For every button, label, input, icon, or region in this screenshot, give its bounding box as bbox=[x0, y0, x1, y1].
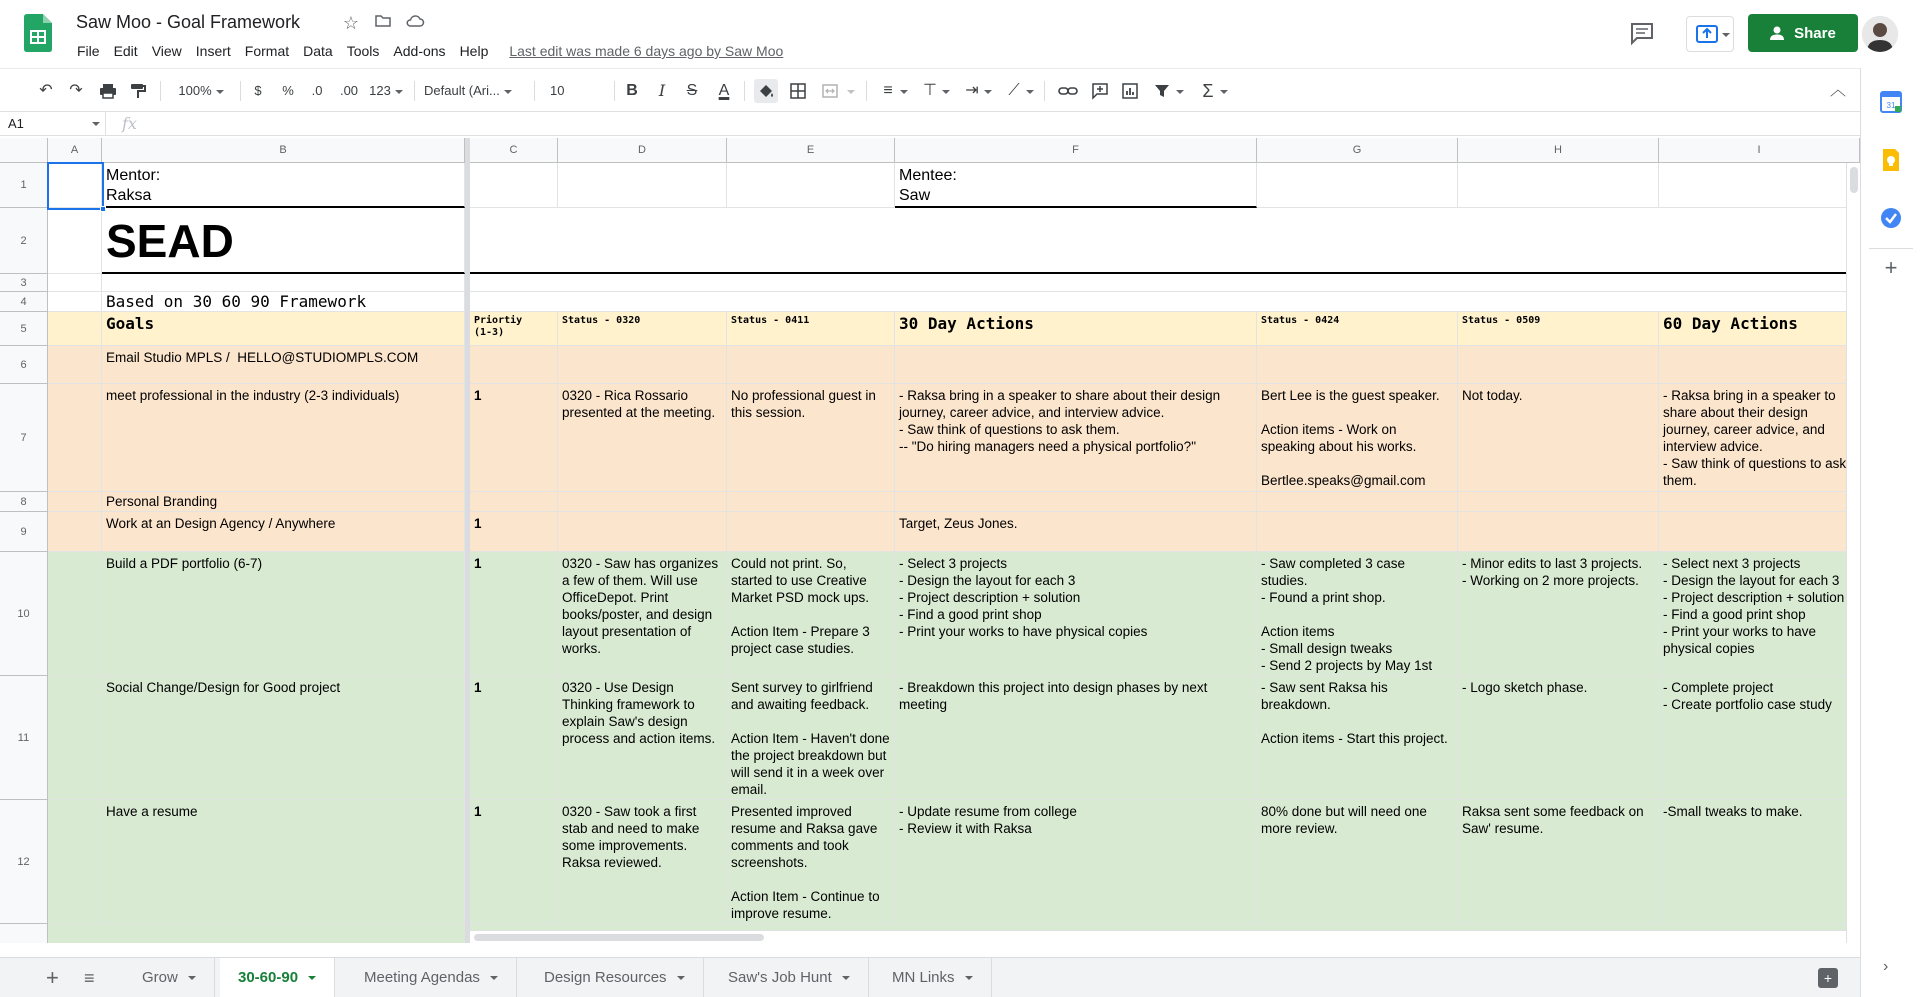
cell-e7[interactable]: No professional guest in this session. bbox=[727, 384, 895, 492]
cell-e8[interactable] bbox=[727, 492, 895, 512]
menu-file[interactable]: File bbox=[77, 43, 100, 59]
explore-icon[interactable]: + bbox=[1818, 968, 1838, 988]
filter-caret[interactable] bbox=[1174, 79, 1186, 103]
row-header-13[interactable] bbox=[0, 924, 48, 943]
cell-h11[interactable]: - Logo sketch phase. bbox=[1458, 676, 1659, 800]
cell-b12[interactable]: Have a resume bbox=[102, 800, 465, 924]
menu-data[interactable]: Data bbox=[303, 43, 333, 59]
column-header-d[interactable]: D bbox=[558, 138, 727, 163]
paint-format-icon[interactable] bbox=[126, 79, 150, 103]
cell-a11[interactable] bbox=[48, 676, 102, 800]
cell-e1[interactable] bbox=[727, 163, 895, 208]
cell-h12[interactable]: Raksa sent some feedback on Saw' resume. bbox=[1458, 800, 1659, 924]
cell-a6[interactable] bbox=[48, 346, 102, 384]
share-button[interactable] bbox=[1748, 14, 1858, 52]
cell-e5[interactable]: Status - 0411 bbox=[727, 312, 895, 346]
column-header-a[interactable]: A bbox=[48, 138, 102, 163]
cell-i11[interactable]: - Complete project - Create portfolio case study bbox=[1659, 676, 1860, 800]
row-header-1[interactable]: 1 bbox=[0, 163, 48, 208]
present-icon bbox=[1687, 17, 1735, 53]
cell-g11[interactable]: - Saw sent Raksa his breakdown. Action items - Start this project. bbox=[1257, 676, 1458, 800]
tasks-icon[interactable] bbox=[1877, 204, 1905, 232]
fill-handle[interactable] bbox=[100, 206, 106, 212]
fx-icon: fx bbox=[122, 114, 137, 133]
last-edit-link[interactable]: Last edit was made 6 days ago by Saw Moo bbox=[509, 43, 784, 59]
cell-b3[interactable] bbox=[102, 274, 465, 292]
cell-f7[interactable]: - Raksa bring in a speaker to share about their design journey, career advice, and interview advice. - Saw think of questions to ask them. -- "Do hiring managers need a physical portfolio?" bbox=[895, 384, 1257, 492]
functions-icon[interactable]: Σ bbox=[1202, 81, 1214, 101]
add-sheet-icon[interactable]: + bbox=[46, 965, 59, 990]
cell-i10[interactable]: - Select next 3 projects - Design the layout for each 3 - Project description + solution - Find a good print shop - Print your works to have physical copies bbox=[1659, 552, 1860, 676]
cell-c6[interactable] bbox=[470, 346, 558, 384]
cell-c10[interactable]: 1 bbox=[470, 552, 558, 676]
cell-f12[interactable]: - Update resume from college - Review it with Raksa bbox=[895, 800, 1257, 924]
cell-b2[interactable]: SEAD bbox=[102, 208, 465, 274]
vertical-align-icon[interactable]: ⊤ bbox=[923, 82, 937, 99]
menu-help[interactable]: Help bbox=[459, 43, 489, 59]
share-label: Share bbox=[1794, 24, 1836, 42]
text-wrapping-icon[interactable]: ⇥ bbox=[965, 82, 979, 99]
cell-a4[interactable] bbox=[48, 292, 102, 312]
cell-f9[interactable]: Target, Zeus Jones. bbox=[895, 512, 1257, 552]
cell-a8[interactable] bbox=[48, 492, 102, 512]
row-header-10[interactable]: 10 bbox=[0, 552, 48, 676]
sheet-tab-meeting-agendas[interactable]: Meeting Agendas bbox=[346, 958, 517, 997]
font-size-select[interactable]: 10 bbox=[544, 79, 608, 103]
formula-bar bbox=[0, 112, 1860, 136]
avatar[interactable] bbox=[1862, 16, 1898, 52]
cell-e9[interactable] bbox=[727, 512, 895, 552]
column-header-i[interactable]: I bbox=[1659, 138, 1860, 163]
sheet-tab-bar bbox=[0, 957, 1860, 997]
cell-b11[interactable]: Social Change/Design for Good project bbox=[102, 676, 465, 800]
cell-f10[interactable]: - Select 3 projects - Design the layout for each 3 - Project description + solution - Find a good print shop - Print your works to have physical copies bbox=[895, 552, 1257, 676]
zoom-select[interactable]: 100% bbox=[168, 79, 234, 103]
functions-caret[interactable] bbox=[1218, 79, 1230, 103]
cell-a7[interactable] bbox=[48, 384, 102, 492]
cell-g10[interactable]: - Saw completed 3 case studies. - Found a print shop. Action items - Small design tweaks - Send 2 projects by May 1st bbox=[1257, 552, 1458, 676]
column-header-b[interactable]: B bbox=[102, 138, 465, 163]
cell-a12[interactable] bbox=[48, 800, 102, 924]
cell-f11[interactable]: - Breakdown this project into design phases by next meeting bbox=[895, 676, 1257, 800]
cell-i1[interactable] bbox=[1659, 163, 1860, 208]
toolbar bbox=[0, 68, 1860, 112]
rotation-caret[interactable] bbox=[1024, 79, 1036, 103]
cell-h6[interactable] bbox=[1458, 346, 1659, 384]
frozen-column-divider[interactable] bbox=[465, 138, 470, 943]
name-box[interactable]: A1 bbox=[0, 112, 106, 136]
menu-tools[interactable]: Tools bbox=[346, 43, 380, 59]
font-family-select[interactable]: Default (Ari... bbox=[424, 79, 528, 103]
increase-decimal-button[interactable]: .00 bbox=[339, 83, 359, 98]
row-header-11[interactable]: 11 bbox=[0, 676, 48, 800]
collapse-toolbar-icon[interactable]: ︿ bbox=[1829, 82, 1846, 99]
row-header-3[interactable]: 3 bbox=[0, 274, 48, 292]
cell-i12[interactable]: -Small tweaks to make. bbox=[1659, 800, 1860, 924]
cell-e12[interactable]: Presented improved resume and Raksa gave comments and took screenshots. Action Item - Continue to improve resume. bbox=[727, 800, 895, 924]
cell-f8[interactable] bbox=[895, 492, 1257, 512]
document-title[interactable]: Saw Moo - Goal Framework bbox=[76, 12, 301, 32]
horizontal-scrollbar[interactable] bbox=[470, 930, 1846, 943]
cell-d6[interactable] bbox=[558, 346, 727, 384]
menu-bar bbox=[70, 40, 783, 62]
redo-icon[interactable]: ↷ bbox=[69, 82, 83, 99]
cell-h5[interactable]: Status - 0509 bbox=[1458, 312, 1659, 346]
cell-d7[interactable]: 0320 - Rica Rossario presented at the meeting. bbox=[558, 384, 727, 492]
menu-insert[interactable]: Insert bbox=[195, 43, 231, 59]
wrap-caret[interactable] bbox=[982, 79, 994, 103]
text-color-icon[interactable]: A bbox=[718, 82, 730, 99]
insert-chart-icon[interactable] bbox=[1118, 79, 1142, 103]
cell-d10[interactable]: 0320 - Saw has organizes a few of them. Will use OfficeDepot. Print books/poster, and design layout presentation of works. bbox=[558, 552, 727, 676]
row-header-12[interactable]: 12 bbox=[0, 800, 48, 924]
cell-g9[interactable] bbox=[1257, 512, 1458, 552]
menu-add-ons[interactable]: Add-ons bbox=[393, 43, 446, 59]
fill-color-icon[interactable] bbox=[754, 79, 778, 103]
cell-h7[interactable]: Not today. bbox=[1458, 384, 1659, 492]
cell-c7[interactable]: 1 bbox=[470, 384, 558, 492]
cell-d5[interactable]: Status - 0320 bbox=[558, 312, 727, 346]
cell-i6[interactable] bbox=[1659, 346, 1860, 384]
undo-icon[interactable]: ↶ bbox=[39, 82, 53, 99]
menu-view[interactable]: View bbox=[151, 43, 182, 59]
percent-format-button[interactable]: % bbox=[282, 83, 294, 98]
cell-g8[interactable] bbox=[1257, 492, 1458, 512]
calendar-icon[interactable] bbox=[1877, 88, 1905, 116]
cell-a10[interactable] bbox=[48, 552, 102, 676]
bold-icon[interactable]: B bbox=[626, 82, 638, 99]
italic-icon[interactable]: I bbox=[658, 81, 666, 100]
merge-options-caret[interactable] bbox=[844, 79, 858, 103]
cell-h8[interactable] bbox=[1458, 492, 1659, 512]
cell-e11[interactable]: Sent survey to girlfriend and awaiting feedback. Action Item - Haven't done the project breakdown but will send it in a week over email. bbox=[727, 676, 895, 800]
insert-comment-icon[interactable] bbox=[1088, 79, 1112, 103]
cell-a3[interactable] bbox=[48, 274, 102, 292]
cell-b9[interactable]: Work at an Design Agency / Anywhere bbox=[102, 512, 465, 552]
horizontal-scrollbar-thumb[interactable] bbox=[474, 934, 764, 941]
strikethrough-icon[interactable]: S bbox=[686, 82, 698, 99]
svg-text:31: 31 bbox=[1886, 101, 1896, 110]
column-header-c[interactable]: C bbox=[470, 138, 558, 163]
cell-f5[interactable]: 30 Day Actions bbox=[895, 312, 1257, 346]
menu-edit[interactable]: Edit bbox=[113, 43, 138, 59]
side-panel bbox=[1860, 68, 1920, 997]
cell-i5[interactable]: 60 Day Actions bbox=[1659, 312, 1860, 346]
all-sheets-icon[interactable]: ≡ bbox=[84, 968, 95, 988]
cell-c9[interactable]: 1 bbox=[470, 512, 558, 552]
column-header-e[interactable]: E bbox=[727, 138, 895, 163]
keep-icon[interactable] bbox=[1877, 146, 1905, 174]
row-header-4[interactable]: 4 bbox=[0, 292, 48, 312]
cell-f6[interactable] bbox=[895, 346, 1257, 384]
cell-a9[interactable] bbox=[48, 512, 102, 552]
print-icon[interactable] bbox=[96, 79, 120, 103]
row-header-6[interactable]: 6 bbox=[0, 346, 48, 384]
chevron-right-icon[interactable]: › bbox=[1883, 958, 1889, 975]
cell-g5[interactable]: Status - 0424 bbox=[1257, 312, 1458, 346]
cell-d9[interactable] bbox=[558, 512, 727, 552]
person-add-icon bbox=[1770, 26, 1788, 40]
select-all-corner[interactable] bbox=[0, 138, 48, 163]
cloud-saved-icon[interactable] bbox=[404, 12, 426, 34]
cell-b7[interactable]: meet professional in the industry (2-3 individuals) bbox=[102, 384, 465, 492]
cell-c1[interactable] bbox=[470, 163, 558, 208]
sheets-logo-icon[interactable] bbox=[24, 14, 52, 52]
sheet-tab-grow[interactable]: Grow bbox=[124, 958, 215, 997]
cell-b4[interactable]: Based on 30 60 90 Framework bbox=[102, 292, 465, 312]
cell-b1[interactable]: Mentor: Raksa bbox=[102, 163, 465, 208]
vertical-scrollbar[interactable] bbox=[1846, 163, 1860, 943]
currency-format-button[interactable]: $ bbox=[254, 83, 262, 98]
app-header bbox=[0, 0, 1920, 68]
star-icon[interactable]: ☆ bbox=[342, 13, 360, 33]
row-header-7[interactable]: 7 bbox=[0, 384, 48, 492]
cell-c5[interactable]: Priortiy (1-3) bbox=[470, 312, 558, 346]
sheet-tab-design-resources[interactable]: Design Resources bbox=[526, 958, 704, 997]
folder-move-icon[interactable] bbox=[372, 12, 394, 34]
filter-icon[interactable] bbox=[1150, 79, 1174, 103]
cell-a2[interactable] bbox=[48, 208, 102, 274]
decrease-decimal-button[interactable]: .0 bbox=[311, 83, 323, 98]
cell-c11[interactable]: 1 bbox=[470, 676, 558, 800]
spreadsheet-grid[interactable] bbox=[0, 138, 1860, 943]
h-align-caret[interactable] bbox=[898, 79, 910, 103]
sheet-tab-saws-job-hunt[interactable]: Saw's Job Hunt bbox=[710, 958, 869, 997]
row-header-8[interactable]: 8 bbox=[0, 492, 48, 512]
cell-e10[interactable]: Could not print. So, started to use Creative Market PSD mock ups. Action Item - Prepare 3 project case studies. bbox=[727, 552, 895, 676]
present-button[interactable] bbox=[1686, 16, 1734, 52]
cell-h1[interactable] bbox=[1458, 163, 1659, 208]
cell-c4-i4[interactable] bbox=[470, 292, 1860, 312]
menu-format[interactable]: Format bbox=[244, 43, 290, 59]
comment-icon[interactable] bbox=[1628, 20, 1656, 46]
cell-a5[interactable] bbox=[48, 312, 102, 346]
cell-h10[interactable]: - Minor edits to last 3 projects. - Working on 2 more projects. bbox=[1458, 552, 1659, 676]
cell-d8[interactable] bbox=[558, 492, 727, 512]
cell-c2-i2[interactable] bbox=[470, 208, 1860, 274]
cell-a1[interactable] bbox=[48, 163, 102, 208]
row-header-9[interactable]: 9 bbox=[0, 512, 48, 552]
cell-i8[interactable] bbox=[1659, 492, 1860, 512]
row-header-5[interactable]: 5 bbox=[0, 312, 48, 346]
cell-g1[interactable] bbox=[1257, 163, 1458, 208]
cell-b5[interactable]: Goals bbox=[102, 312, 465, 346]
cell-i7[interactable]: - Raksa bring in a speaker to share about their design journey, career advice, and interview advice. - Saw think of questions to ask them. bbox=[1659, 384, 1860, 492]
cell-g6[interactable] bbox=[1257, 346, 1458, 384]
plus-icon[interactable]: + bbox=[1884, 255, 1898, 280]
vertical-scrollbar-thumb[interactable] bbox=[1850, 167, 1858, 193]
text-rotation-icon[interactable]: ⟋ bbox=[1008, 82, 1020, 99]
cell-d11[interactable]: 0320 - Use Design Thinking framework to explain Saw's design process and action items. bbox=[558, 676, 727, 800]
v-align-caret[interactable] bbox=[940, 79, 952, 103]
row-header-2[interactable]: 2 bbox=[0, 208, 48, 274]
cell-i9[interactable] bbox=[1659, 512, 1860, 552]
cell-e6[interactable] bbox=[727, 346, 895, 384]
cell-b10[interactable]: Build a PDF portfolio (6-7) bbox=[102, 552, 465, 676]
cell-c3-i3[interactable] bbox=[470, 274, 1860, 292]
cell-g7[interactable]: Bert Lee is the guest speaker. Action items - Work on speaking about his works. Bertlee.speaks@gmail.com bbox=[1257, 384, 1458, 492]
cell-b6[interactable]: Email Studio MPLS / HELLO@STUDIOMPLS.COM bbox=[102, 346, 465, 384]
cell-d12[interactable]: 0320 - Saw took a first stab and need to make some improvements. Raksa reviewed. bbox=[558, 800, 727, 924]
merge-cells-icon[interactable] bbox=[818, 79, 842, 103]
sheet-tab-mn-links[interactable]: MN Links bbox=[874, 958, 992, 997]
more-formats-select[interactable]: 123 bbox=[366, 79, 406, 103]
cell-g12[interactable]: 80% done but will need one more review. bbox=[1257, 800, 1458, 924]
borders-icon[interactable] bbox=[786, 79, 810, 103]
cell-c8[interactable] bbox=[470, 492, 558, 512]
column-header-f[interactable]: F bbox=[895, 138, 1257, 163]
column-header-g[interactable]: G bbox=[1257, 138, 1458, 163]
column-header-h[interactable]: H bbox=[1458, 138, 1659, 163]
cell-h9[interactable] bbox=[1458, 512, 1659, 552]
cell-f1[interactable]: Mentee: Saw bbox=[895, 163, 1257, 208]
cell-c12[interactable]: 1 bbox=[470, 800, 558, 924]
horizontal-align-icon[interactable]: ≡ bbox=[883, 82, 893, 99]
insert-link-icon[interactable] bbox=[1056, 79, 1080, 103]
cell-b8[interactable]: Personal Branding bbox=[102, 492, 465, 512]
sheet-tab-30-60-90[interactable]: 30-60-90 bbox=[220, 958, 335, 997]
cell-d1[interactable] bbox=[558, 163, 727, 208]
